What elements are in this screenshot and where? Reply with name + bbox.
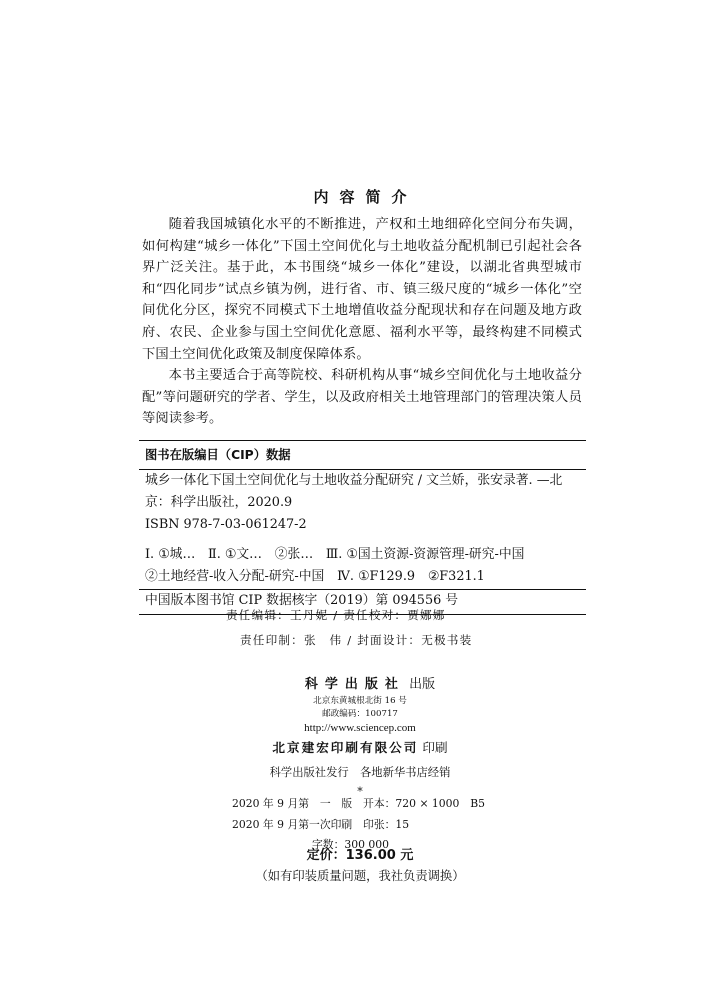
publisher-url: http://www.sciencep.com (304, 722, 416, 734)
star-divider: * (357, 785, 363, 798)
publisher-postcode: 邮政编码：100717 (322, 709, 398, 719)
introduction-body (142, 214, 582, 430)
cip-classification-line: Ⅰ. ①城… Ⅱ. ①文… ②张… Ⅲ. ①国土资源-资源管理-研究-中国 (145, 547, 525, 562)
introduction-paragraph: 本书主要适合于高等院校、科研机构从事“城乡空间优化与土地收益分配”等问题研究的学者、学生，以及政府相关土地管理部门的管理决策人员等阅读参考。 (142, 368, 582, 427)
publisher-line (0, 675, 720, 695)
cip-heading: 图书在版编目（CIP）数据 (139, 444, 586, 470)
printing-line: 2020 年 9 月第一次印刷 印张：15 (232, 817, 410, 831)
cip-isbn: ISBN 978-7-03-061247-2 (145, 517, 307, 532)
edition-line: 2020 年 9 月第 一 版 开本：720 × 1000 B5 (232, 797, 486, 810)
introduction-paragraph: 随着我国城镇化水平的不断推进，产权和土地细碎化空间分布失调，如何构建“城乡一体化”下国土空间优化与土地收益分配机制已引起社会各界广泛关注。基于此，本书围绕“城乡一体化”建设，以湖北省典型城市和“四化同步”试点乡镇为例，进行省、市、镇三级尺度的“城乡一体化”空间优化分区，探究不同模式下土地增值收益分配现状和存在问题及地方政府、农民、企业参与国土空间优化意愿、福利水平等，最终构建不同模式下国土空间优化政策及制度保障体系。 (142, 217, 582, 362)
cip-title-line: 京：科学出版社，2020.9 (145, 495, 293, 510)
cip-classification-line: ②土地经营-收入分配-研究-中国 Ⅳ. ①F129.9 ②F321.1 (145, 569, 485, 584)
introduction-title: 内容简介 (313, 188, 418, 206)
editor-credit-line: 责任编辑：王丹妮 / 责任校对：贾娜娜 (226, 608, 446, 622)
word-count: 字数：300 000 (312, 838, 390, 851)
cip-library-number: 中国版本图书馆 CIP 数据核字（2019）第 094556 号 (145, 593, 459, 608)
printer-suffix: 印刷 (422, 740, 448, 755)
publisher-name: 科学出版社 (304, 677, 405, 692)
cip-data-block (139, 440, 586, 615)
price-label: 定价：136.00 元 (306, 848, 414, 863)
publisher-address: 北京东黄城根北街 16 号 (313, 696, 407, 706)
publisher-suffix: 出版 (409, 677, 436, 692)
exchange-note: （如有印装质量问题，我社负责调换） (255, 869, 465, 883)
production-credit-line: 责任印制：张 伟 / 封面设计：无极书装 (240, 632, 473, 647)
printer-line (0, 738, 720, 758)
publisher-block (0, 675, 720, 796)
printer-name: 北京建宏印刷有限公司 (272, 740, 419, 755)
distribution-line: 科学出版社发行 各地新华书店经销 (269, 766, 451, 779)
editorial-credits (226, 603, 646, 652)
cip-title-line: 城乡一体化下国土空间优化与土地收益分配研究 / 文兰娇，张安录著. —北 (145, 473, 563, 488)
cip-gap (145, 536, 586, 544)
